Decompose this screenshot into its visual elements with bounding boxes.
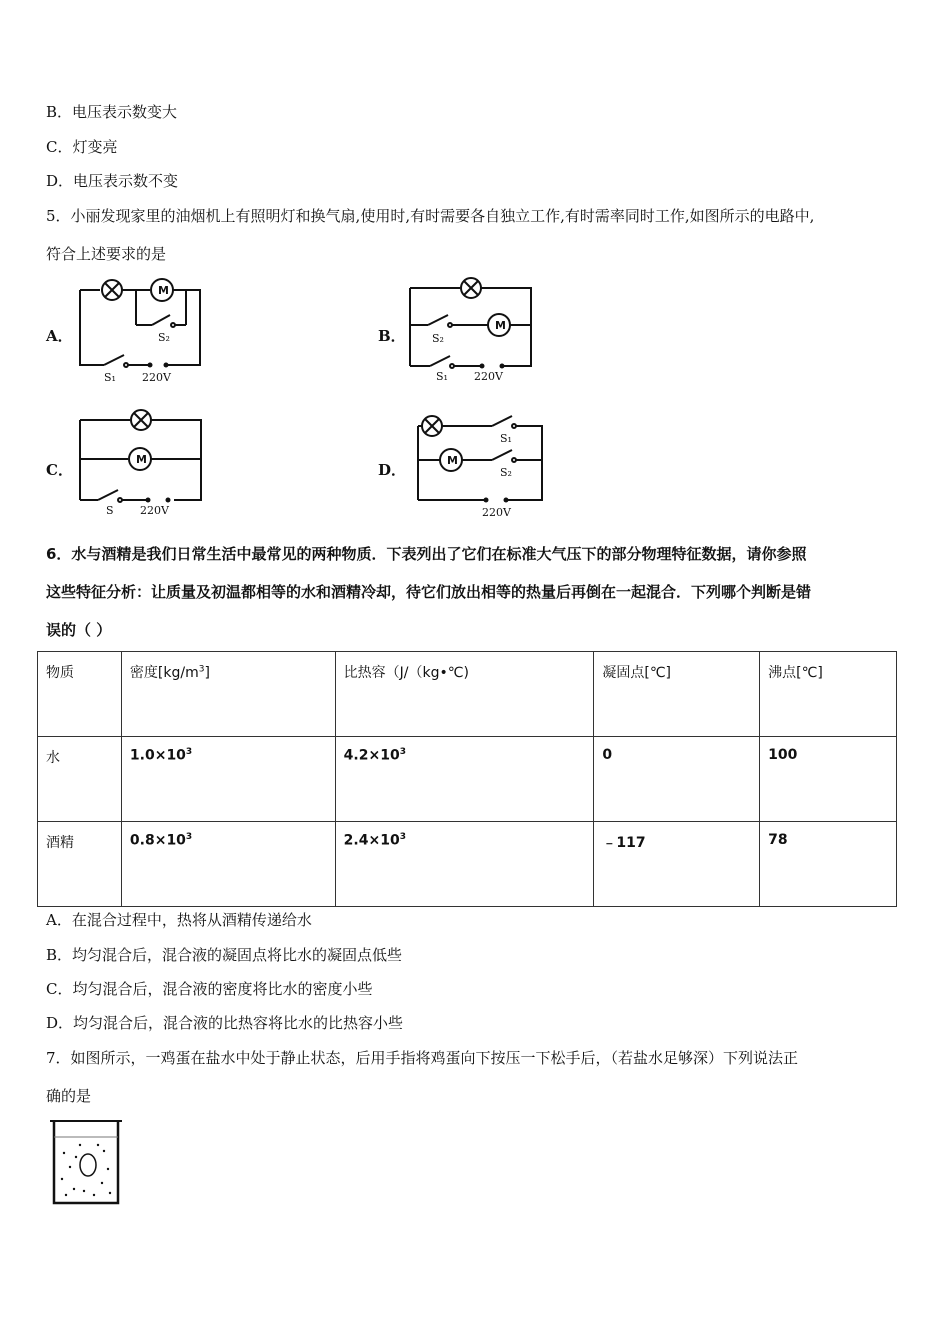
svg-text:220V: 220V <box>142 371 171 384</box>
svg-text:S₁: S₁ <box>436 370 448 383</box>
cell-density: $1.0\times 10^3$ <box>121 737 335 822</box>
q6-stem-line3: 误的（ ） <box>46 621 112 639</box>
q7-stem-line2: 确的是 <box>46 1087 92 1105</box>
cell-freezing-point: 0 <box>594 737 760 822</box>
cell-density: $0.8\times 10^3$ <box>121 822 335 907</box>
q5-stem-line2: 符合上述要求的是 <box>46 245 167 263</box>
svg-text:M: M <box>495 319 506 332</box>
q6-properties-table <box>37 651 897 907</box>
cell-freezing-point: ﹣117 <box>594 822 760 907</box>
q6-option-b: B．均匀混合后，混合液的凝固点将比水的凝固点低些 <box>46 946 403 964</box>
svg-text:M: M <box>158 284 169 297</box>
svg-text:S₂: S₂ <box>500 466 512 479</box>
q4-option-d: D．电压表示数不变 <box>46 172 179 190</box>
q4-option-b: B．电压表示数变大 <box>46 103 178 121</box>
q5-circuit-d <box>408 410 548 522</box>
q5-circuit-c <box>70 404 210 520</box>
svg-text:220V: 220V <box>474 370 503 383</box>
header-boiling-point: 沸点[℃] <box>760 652 897 737</box>
svg-text:S₁: S₁ <box>104 371 116 384</box>
cell-specific-heat: $4.2\times 10^3$ <box>335 737 594 822</box>
table-header-row <box>38 652 897 737</box>
q5-circuit-b <box>400 272 540 384</box>
q7-stem-line1: 7．如图所示，一鸡蛋在盐水中处于静止状态，后用手指将鸡蛋向下按压一下松手后，（若盐水足够深）下列说法正 <box>46 1049 799 1067</box>
table-row <box>38 737 897 822</box>
svg-text:S₂: S₂ <box>432 332 444 345</box>
q5-circuit-a <box>70 275 210 385</box>
q5-option-a-label: A． <box>46 327 73 345</box>
header-freezing-point: 凝固点[℃] <box>594 652 760 737</box>
cell-boiling-point: 100 <box>760 737 897 822</box>
svg-text:220V: 220V <box>140 504 169 517</box>
cell-substance: 水 <box>38 737 122 822</box>
q5-stem-line1: 5．小丽发现家里的油烟机上有照明灯和换气扇,使用时,有时需要各自独立工作,有时需率同时工作,如图所示的电路中, <box>46 207 815 225</box>
svg-text:S₁: S₁ <box>500 432 512 445</box>
q6-option-d: D．均匀混合后，混合液的比热容将比水的比热容小些 <box>46 1014 404 1032</box>
header-density: 密度$[kg/m^3]$ <box>121 652 335 737</box>
q4-option-c: C．灯变亮 <box>46 138 118 156</box>
table-row <box>38 822 897 907</box>
svg-text:M: M <box>136 453 147 466</box>
q6-stem-line2: 这些特征分析：让质量及初温都相等的水和酒精冷却，待它们放出相等的热量后再倒在一起混合．下列哪个判断是错 <box>46 583 812 601</box>
cell-substance: 酒精 <box>38 822 122 907</box>
q5-option-b-label: B． <box>378 327 406 345</box>
q5-option-d-label: D． <box>378 461 407 479</box>
svg-text:M: M <box>447 454 458 467</box>
svg-text:S: S <box>106 504 114 517</box>
svg-text:S₂: S₂ <box>158 331 170 344</box>
q6-option-a: A．在混合过程中，热将从酒精传递给水 <box>46 911 312 929</box>
header-specific-heat: 比热容（J/（kg•℃) <box>335 652 594 737</box>
beaker-egg-figure <box>46 1117 126 1209</box>
cell-boiling-point: 78 <box>760 822 897 907</box>
svg-text:220V: 220V <box>482 506 511 519</box>
header-substance: 物质 <box>38 652 122 737</box>
egg-icon <box>80 1154 96 1176</box>
cell-specific-heat: $2.4\times 10^3$ <box>335 822 594 907</box>
q5-option-c-label: C． <box>46 461 73 479</box>
q6-option-c: C．均匀混合后，混合液的密度将比水的密度小些 <box>46 980 373 998</box>
q6-stem-line1: 6．水与酒精是我们日常生活中最常见的两种物质．下表列出了它们在标准大气压下的部分物理特征数据，请你参照 <box>46 545 807 563</box>
